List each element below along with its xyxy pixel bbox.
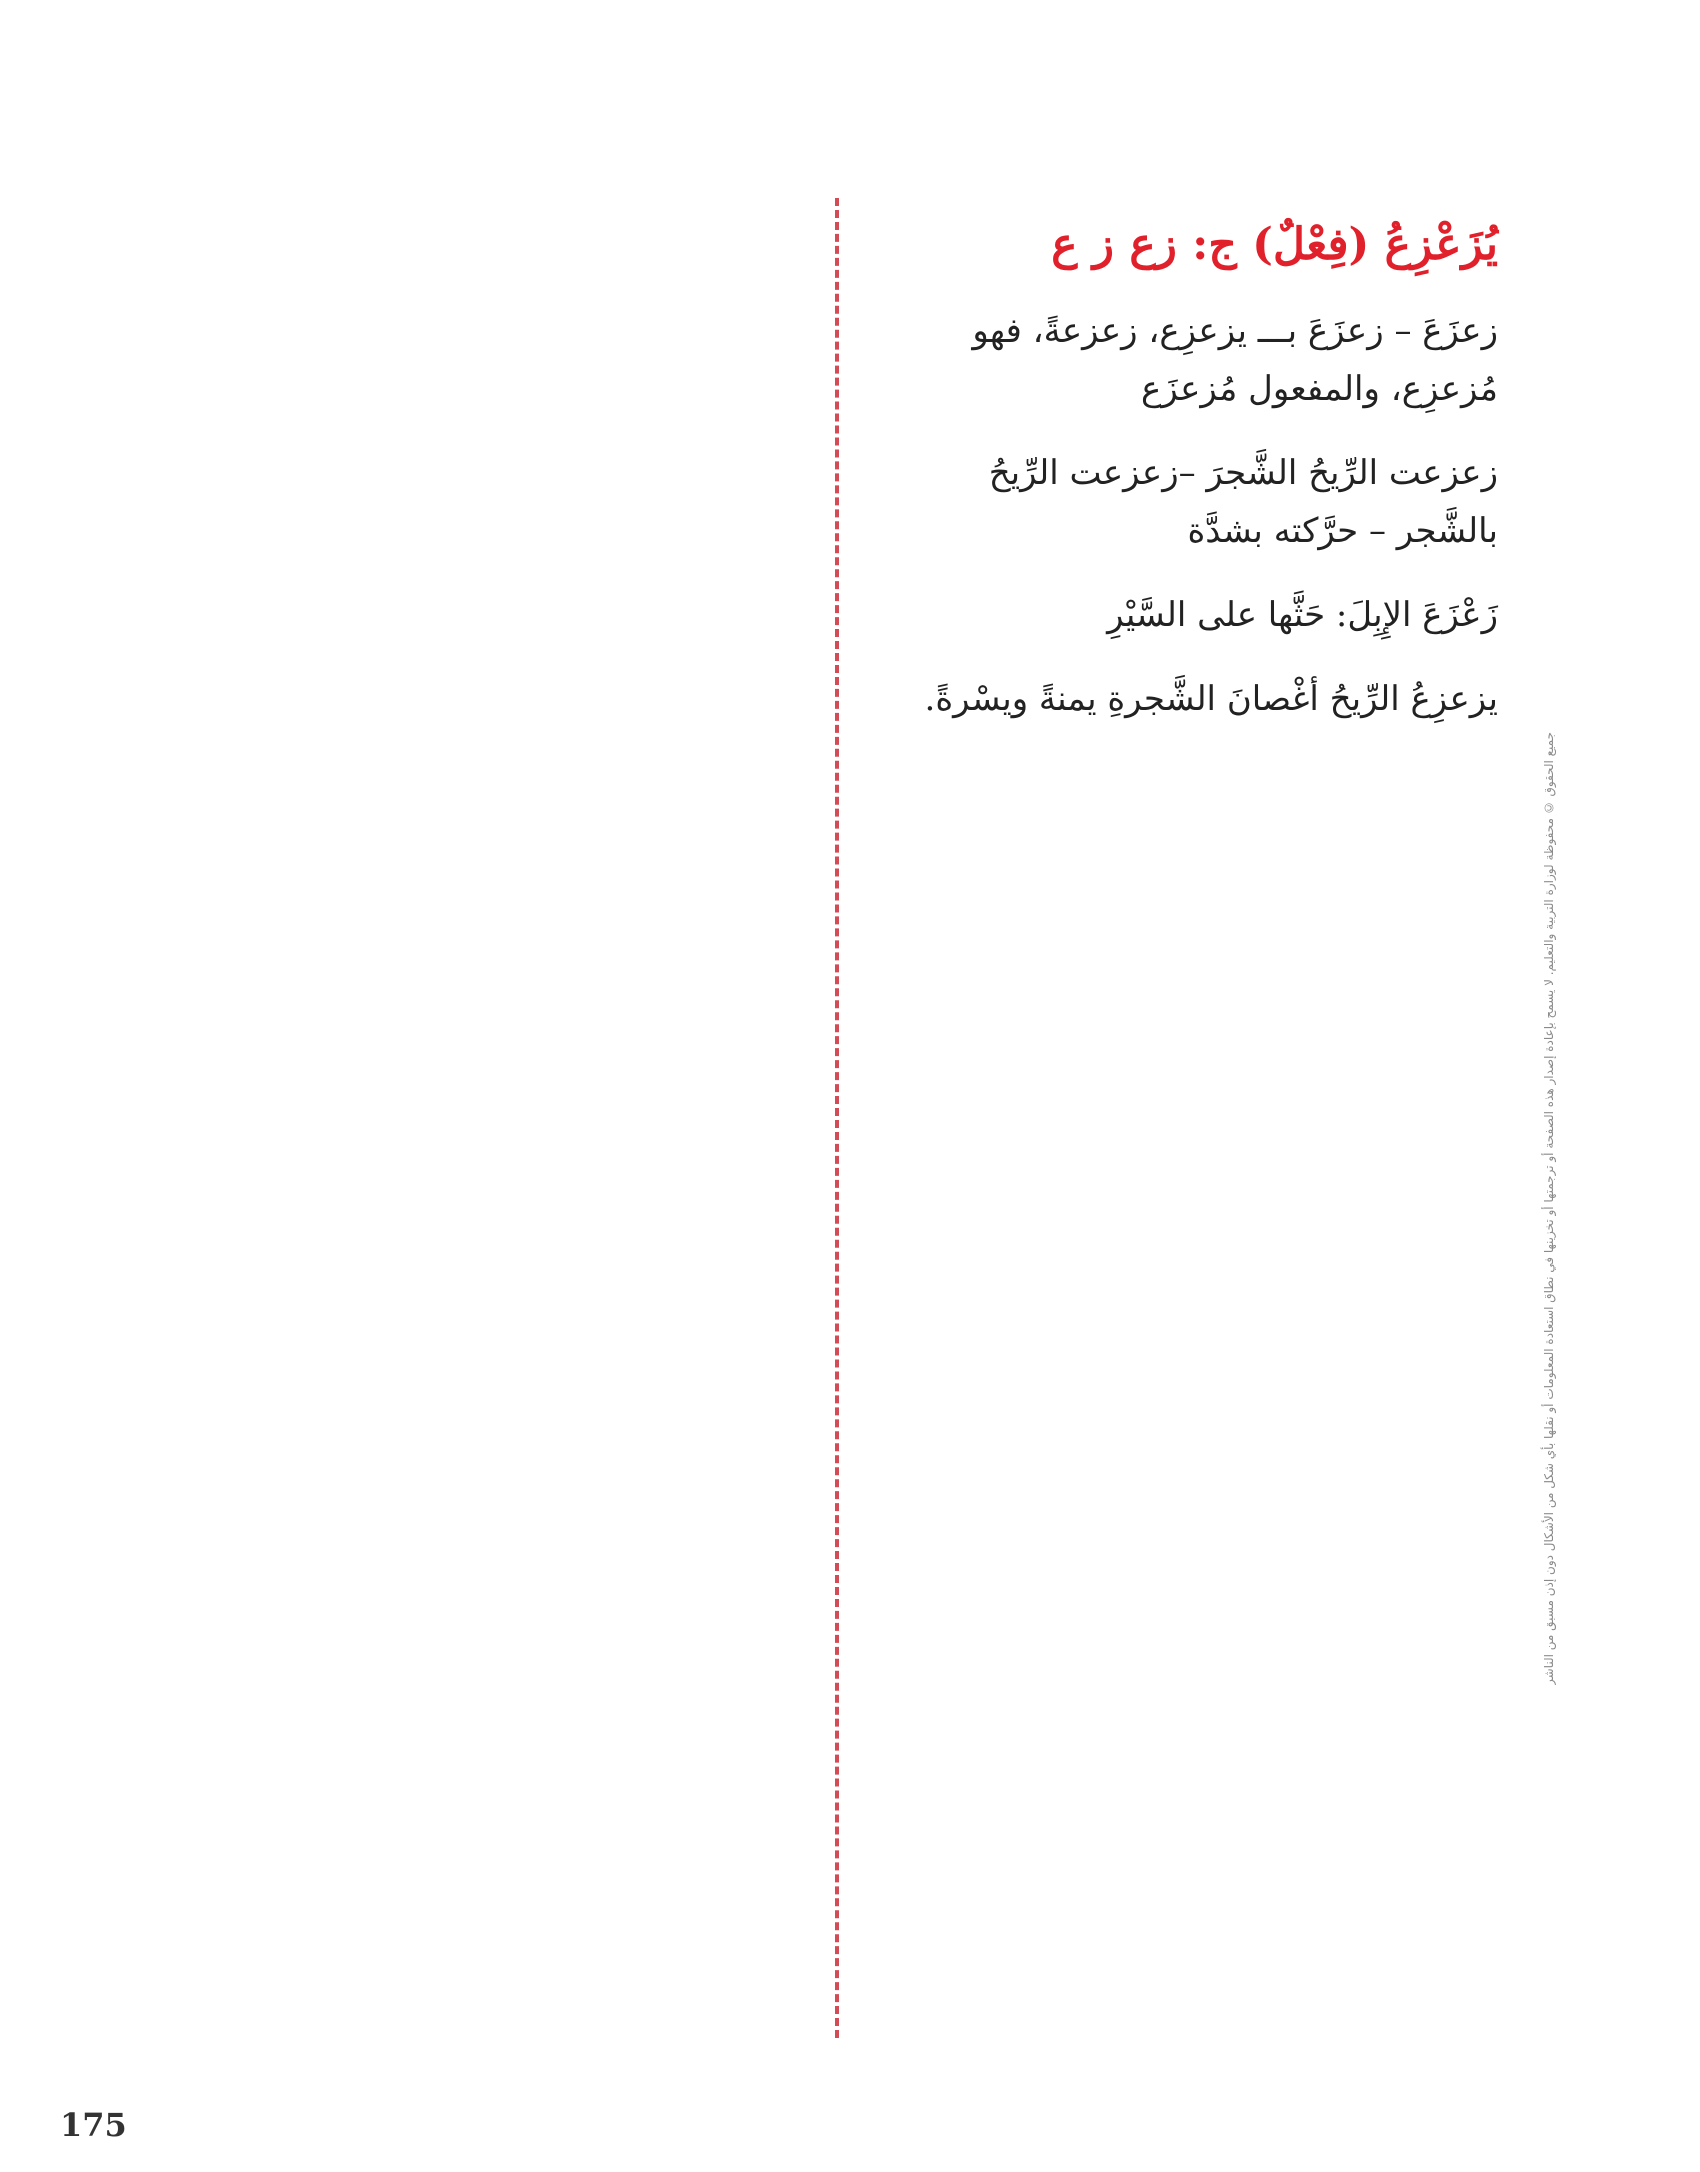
- entry-conjugation: زعزَعَ – زعزَعَ بـــ يزعزِع، زعزعةً، فهو مُزعزِع، والمفعول مُزعزَع: [972, 311, 1498, 409]
- entry-example-branches: يزعزِعُ الرِّيحُ أغْصانَ الشَّجرةِ يمنةً ويسْرةً.: [924, 679, 1498, 719]
- entry-title: يُزَعْزِعُ (فِعْلٌ) ج: زع ز ع: [1051, 219, 1498, 270]
- copyright-notice: جميع الحقوق © محفوظة لوزارة التربية والتعليم. لا يسمح بإعادة إصدار هذه الصفحة أو ترجمتها أو تخزينها في نطاق استعادة المعلومات أو نقلها بأي شكل من الأشكال دون إذن مسبق من الناشر: [1542, 731, 1556, 1685]
- page-number: 175: [60, 2106, 127, 2144]
- entry-example-wind-trees: زعزعت الرِّيحُ الشَّجرَ –زعزعت الرِّيحُ بالشَّجر – حرَّكته بشدَّة: [988, 453, 1498, 551]
- dashed-cut-line: [835, 198, 839, 2038]
- dictionary-entry: [878, 210, 1498, 754]
- entry-example-camels: زَعْزَعَ الإِبِلَ: حَثَّها على السَّيْرِ: [1107, 595, 1498, 635]
